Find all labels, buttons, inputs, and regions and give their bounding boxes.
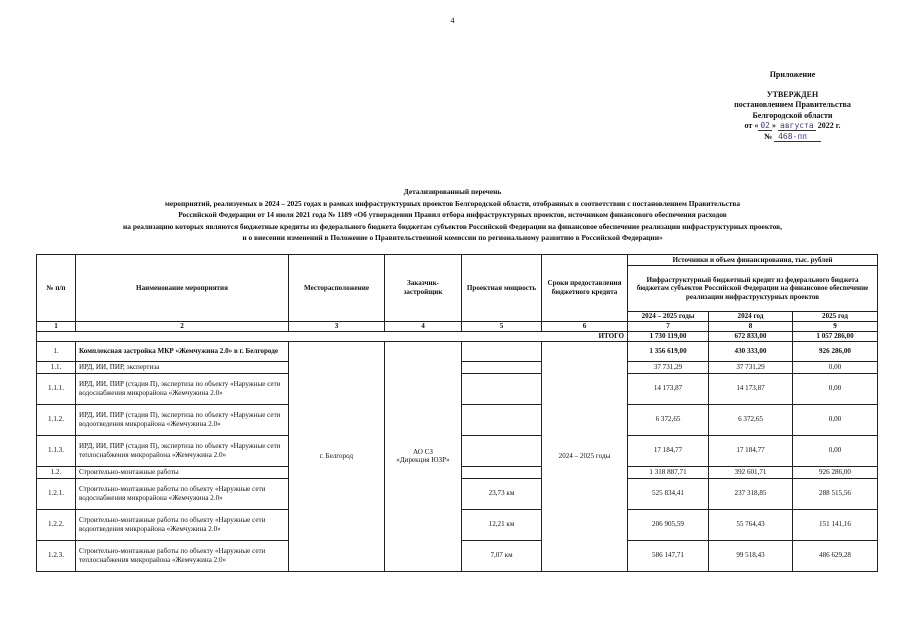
- customer-cell: [385, 341, 462, 571]
- row-value-years: 1 318 887,71: [628, 466, 709, 478]
- row-capacity: [462, 466, 542, 478]
- header-year-2024: 2024 год: [709, 312, 793, 322]
- total-value-years: 1 730 119,00: [628, 331, 709, 341]
- row-capacity: [462, 404, 542, 435]
- column-numbers-row: [37, 322, 878, 332]
- column-number: 7: [628, 322, 709, 332]
- row-value-2024: 237 318,85: [709, 478, 793, 509]
- approval-line-1: постановлением Правительства: [734, 100, 851, 109]
- row-name: Комплексная застройка МКР «Жемчужина 2.0» в г. Белгороде: [76, 341, 289, 361]
- row-num: 1.2.1.: [37, 478, 76, 509]
- row-value-years: 1 356 619,00: [628, 341, 709, 361]
- total-value-2024: 672 833,00: [709, 331, 793, 341]
- row-value-2025: 0,00: [793, 404, 878, 435]
- row-value-2024: 6 372,65: [709, 404, 793, 435]
- row-value-2025: 288 515,56: [793, 478, 878, 509]
- column-number: 9: [793, 322, 878, 332]
- row-value-2024: 37 731,29: [709, 361, 793, 373]
- row-name: Строительно-монтажные работы: [76, 466, 289, 478]
- row-num: 1.1.3.: [37, 435, 76, 466]
- header-year-2025: 2025 год: [793, 312, 878, 322]
- row-name: ИРД, ИИ, ПИР (стадия П), экспертиза по объекту «Наружные сети водоснабжения микрорайона «Жемчужина 2.0»: [76, 373, 289, 404]
- title-line-3: Российской Федерации от 14 июля 2021 года № 1189 «Об утверждении Правил отбора инфраструктурных проектов, источником финансового обеспечения расходов: [178, 210, 727, 220]
- title-line-5: и о внесении изменений в Положение о Правительственной комиссии по региональному развитию в Российской Федерации»: [242, 233, 663, 243]
- row-capacity: [462, 361, 542, 373]
- financing-table: [36, 254, 878, 572]
- header-years-total: 2024 – 2025 годы: [628, 312, 709, 322]
- date-day: 02: [760, 121, 770, 130]
- column-number: 5: [462, 322, 542, 332]
- row-value-years: 586 147,71: [628, 540, 709, 571]
- row-value-2024: 14 173,87: [709, 373, 793, 404]
- row-num: 1.2.: [37, 466, 76, 478]
- row-value-2025: 486 629,28: [793, 540, 878, 571]
- row-value-2025: 0,00: [793, 361, 878, 373]
- row-value-years: 206 905,59: [628, 509, 709, 540]
- row-num: 1.2.2.: [37, 509, 76, 540]
- appendix-label: Приложение: [769, 70, 816, 79]
- row-value-2024: 17 184,77: [709, 435, 793, 466]
- total-value-2025: 1 057 286,00: [793, 331, 878, 341]
- row-capacity: 12,21 км: [462, 509, 542, 540]
- row-name: Строительно-монтажные работы по объекту «Наружные сети водоотведения микрорайона «Жемчужина 2.0»: [76, 509, 289, 540]
- row-value-2024: 392 601,71: [709, 466, 793, 478]
- row-capacity: [462, 373, 542, 404]
- row-capacity: 23,73 км: [462, 478, 542, 509]
- row-value-2025: 151 141,16: [793, 509, 878, 540]
- row-value-years: 37 731,29: [628, 361, 709, 373]
- row-value-2024: 55 764,43: [709, 509, 793, 540]
- terms-cell: 2024 – 2025 годы: [542, 341, 628, 571]
- page-number: 4: [450, 16, 455, 25]
- column-number: 6: [542, 322, 628, 332]
- row-value-2025: 0,00: [793, 373, 878, 404]
- row-value-2025: 926 286,00: [793, 466, 878, 478]
- approval-number: [690, 132, 895, 143]
- row-capacity: 7,07 км: [462, 540, 542, 571]
- row-value-2025: 926 286,00: [793, 341, 878, 361]
- header-sources: Источники и объем финансирования, тыс. рублей: [628, 255, 878, 266]
- date-month: августа: [780, 121, 814, 130]
- row-capacity: [462, 341, 542, 361]
- title-line-2: мероприятий, реализуемых в 2024 – 2025 годах в рамках инфраструктурных проектов Белгородской области, отобранных в соответствии с постановлением Правительства: [164, 198, 741, 208]
- row-num: 1.: [37, 341, 76, 361]
- header-location: Месторасположение: [289, 255, 385, 322]
- header-credit: Инфраструктурный бюджетный кредит из федерального бюджета бюджетам субъектов Российской Федерации на финансовое обеспечение реализации инфраструктурных проектов: [628, 266, 878, 312]
- header-num: № п/п: [37, 255, 76, 322]
- title-line-1: Детализированный перечень: [403, 187, 502, 196]
- number-prefix: №: [764, 131, 773, 141]
- location-cell: г. Белгород: [289, 341, 385, 571]
- table-row: [37, 341, 878, 361]
- row-num: 1.1.1.: [37, 373, 76, 404]
- row-value-years: 525 834,41: [628, 478, 709, 509]
- column-number: 3: [289, 322, 385, 332]
- row-num: 1.1.2.: [37, 404, 76, 435]
- approval-block: [690, 70, 895, 142]
- date-mid: »: [772, 121, 776, 130]
- row-name: Строительно-монтажные работы по объекту «Наружные сети водоснабжения микрорайона «Жемчужина 2.0»: [76, 478, 289, 509]
- column-number: 1: [37, 322, 76, 332]
- row-value-2024: 430 333,00: [709, 341, 793, 361]
- approval-line-2: Белгородской области: [752, 110, 833, 120]
- total-label: ИТОГО: [37, 331, 628, 341]
- customer-line-2: «Дирекция ЮЗР»: [396, 456, 450, 465]
- date-prefix: от «: [744, 121, 759, 130]
- title-line-4: на реализацию которых являются бюджетные кредиты из федерального бюджета бюджетам субъектов Российской Федерации на финансовое обеспечение реализации инфраструктурных проектов,: [123, 221, 782, 231]
- row-value-2024: 99 518,43: [709, 540, 793, 571]
- header-customer: Заказчик-застройщик: [385, 255, 462, 322]
- column-number: 4: [385, 322, 462, 332]
- row-name: ИРД, ИИ, ПИР (стадия П), экспертиза по объекту «Наружные сети теплоснабжения микрорайона «Жемчужина 2.0»: [76, 435, 289, 466]
- total-row: [37, 331, 878, 341]
- row-num: 1.2.3.: [37, 540, 76, 571]
- row-value-2025: 0,00: [793, 435, 878, 466]
- date-suffix: 2022 г.: [817, 121, 841, 130]
- document-title: [10, 186, 895, 244]
- number-value: 468-пп: [774, 132, 821, 142]
- approved-heading: УТВЕРЖДЕН: [766, 89, 819, 99]
- header-name: Наименование мероприятия: [76, 255, 289, 322]
- row-name: Строительно-монтажные работы по объекту «Наружные сети теплоснабжения микрорайона «Жемчужина 2.0»: [76, 540, 289, 571]
- header-terms: Сроки предоставления бюджетного кредита: [542, 255, 628, 322]
- approval-date: [690, 121, 895, 132]
- column-number: 2: [76, 322, 289, 332]
- customer-line-1: АО СЗ: [413, 447, 433, 456]
- row-value-years: 6 372,65: [628, 404, 709, 435]
- row-value-years: 14 173,87: [628, 373, 709, 404]
- header-capacity: Проектная мощность: [462, 255, 542, 322]
- row-capacity: [462, 435, 542, 466]
- column-number: 8: [709, 322, 793, 332]
- row-num: 1.1.: [37, 361, 76, 373]
- row-value-years: 17 184,77: [628, 435, 709, 466]
- row-name: ИРД, ИИ, ПИР, экспертиза: [76, 361, 289, 373]
- row-name: ИРД, ИИ, ПИР (стадия П), экспертиза по объекту «Наружные сети водоотведения микрорайона «Жемчужина 2.0»: [76, 404, 289, 435]
